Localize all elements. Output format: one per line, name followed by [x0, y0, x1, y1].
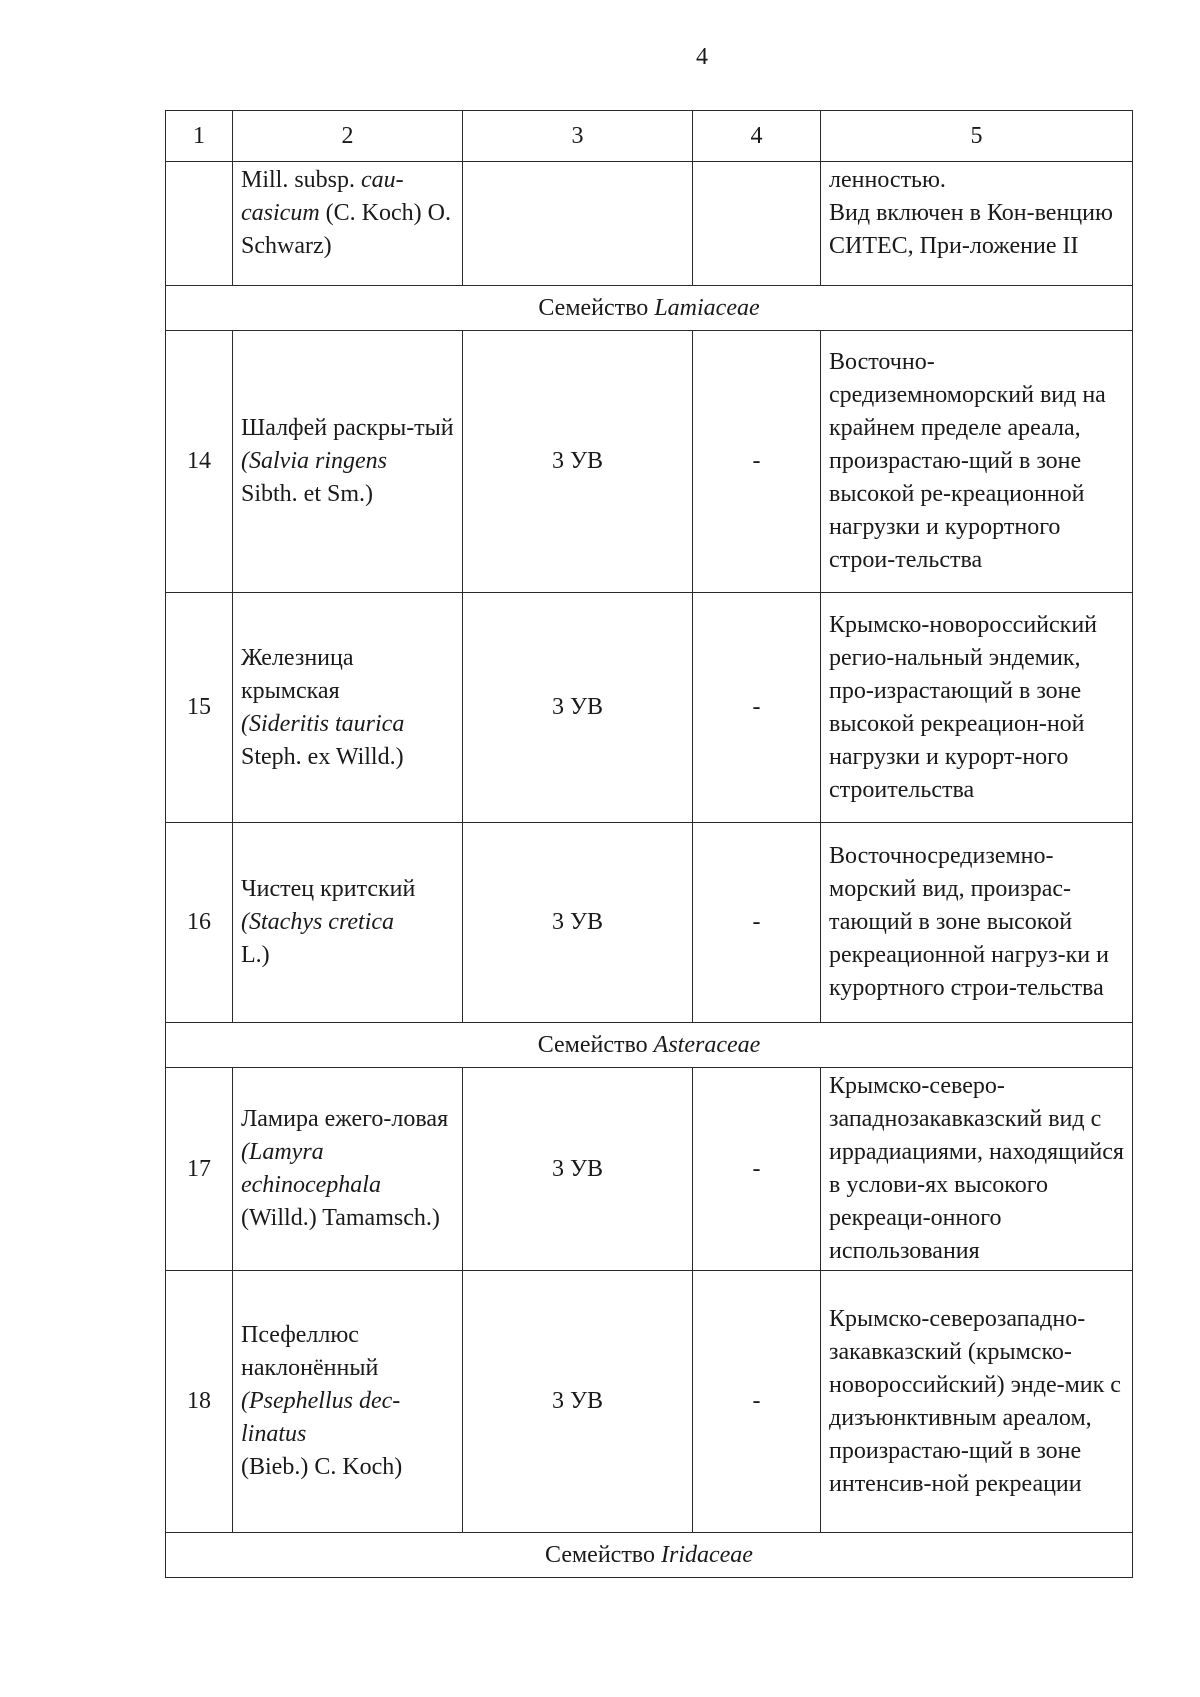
cell-col4 [693, 162, 821, 286]
cell-note: Крымско-северо-западнозакавказский вид с иррадиациями, находящийся в услови-ях высокого рекреаци-онного использования [821, 1068, 1133, 1271]
cell-note: ленностью. Вид включен в Кон-венцию СИТЕС, При-ложение II [821, 162, 1133, 286]
species-author: (C. Koch) O. Schwarz) [241, 200, 451, 259]
family-label [166, 286, 1133, 331]
family-row-lamiaceae [166, 286, 1133, 331]
cell-note: Крымско-северозападно-закавказский (крымско-новороссийский) энде-мик с дизъюнктивным ареалом, произрастаю-щий в зоне интенсив-ной рекреации [821, 1271, 1133, 1533]
species-russian: Шалфей раскры-тый [241, 415, 454, 441]
family-name: Asteraceae [653, 1031, 761, 1058]
species-latin: (Stachys cretica [241, 909, 395, 935]
cell-status: 3 УВ [463, 1271, 693, 1533]
species-russian: Железница крымская [241, 644, 354, 704]
cell-note: Восточно-средиземноморский вид на крайнем пределе ареала, произрастаю-щий в зоне высокой ре-креационной нагрузки и курортного строи-тельства [821, 331, 1133, 593]
cell-species [233, 593, 463, 823]
cell-note: Восточносредиземно-морский вид, произрас-тающий в зоне высокой рекреационной нагруз-ки и курортного строи-тельства [821, 823, 1133, 1023]
cell-status: 3 УВ [463, 1068, 693, 1271]
family-label [166, 1023, 1133, 1068]
table-row [166, 331, 1133, 593]
family-prefix: Семейство [545, 1541, 661, 1568]
cell-species [233, 162, 463, 286]
header-col-4: 4 [693, 111, 821, 162]
species-author: (Bieb.) C. Koch) [241, 1454, 403, 1480]
table-row [166, 823, 1133, 1023]
cell-number: 14 [166, 331, 233, 593]
header-col-1: 1 [166, 111, 233, 162]
table-row [166, 1271, 1133, 1533]
family-prefix: Семейство [538, 294, 655, 321]
family-row-asteraceae [166, 1023, 1133, 1068]
cell-species [233, 1271, 463, 1533]
cell-col4: - [693, 1271, 821, 1533]
header-col-5: 5 [821, 111, 1133, 162]
cell-col4: - [693, 1068, 821, 1271]
family-row-iridaceae [166, 1533, 1133, 1578]
cell-note: Крымско-новороссийский регио-нальный эндемик, про-израстающий в зоне высокой рекреацион-ной нагрузки и курорт-ного строительства [821, 593, 1133, 823]
table-row-continuation [166, 162, 1133, 286]
species-latin: (Sideritis taurica [241, 710, 405, 737]
cell-species [233, 331, 463, 593]
cell-col4: - [693, 823, 821, 1023]
cell-number: 18 [166, 1271, 233, 1533]
cell-number: 15 [166, 593, 233, 823]
species-latin: cau-casicum [241, 167, 404, 226]
species-author: Steph. ex Willd.) [241, 743, 404, 770]
cell-species [233, 823, 463, 1023]
species-author: (Willd.) Tamamsch.) [241, 1205, 440, 1231]
species-author: L.) [241, 942, 270, 968]
cell-species [233, 1068, 463, 1271]
table-header-row [166, 111, 1133, 162]
cell-status: 3 УВ [463, 823, 693, 1023]
cell-number: 17 [166, 1068, 233, 1271]
cell-number: 16 [166, 823, 233, 1023]
species-author: Sibth. et Sm.) [241, 481, 374, 507]
family-name: Lamiaceae [654, 294, 760, 321]
table-row [166, 1068, 1133, 1271]
family-label [166, 1533, 1133, 1578]
cell-status [463, 162, 693, 286]
cell-status: 3 УВ [463, 593, 693, 823]
species-russian: Ламира ежего-ловая [241, 1106, 449, 1132]
table-row [166, 593, 1133, 823]
family-name: Iridaceae [660, 1541, 753, 1568]
header-col-3: 3 [463, 111, 693, 162]
species-text: Mill. subsp. [241, 167, 362, 193]
species-latin: (Salvia ringens [241, 448, 387, 474]
cell-status: 3 УВ [463, 331, 693, 593]
species-latin: (Lamyra echinocephala [241, 1139, 381, 1198]
header-col-2: 2 [233, 111, 463, 162]
species-latin: (Psephellus dec-linatus [241, 1388, 401, 1447]
species-table [165, 110, 1133, 1578]
family-prefix: Семейство [537, 1031, 654, 1058]
species-russian: Чистец критский [241, 876, 416, 902]
cell-col4: - [693, 331, 821, 593]
cell-col4: - [693, 593, 821, 823]
cell-number [166, 162, 233, 286]
species-russian: Псефеллюс наклонённый [241, 1322, 379, 1381]
